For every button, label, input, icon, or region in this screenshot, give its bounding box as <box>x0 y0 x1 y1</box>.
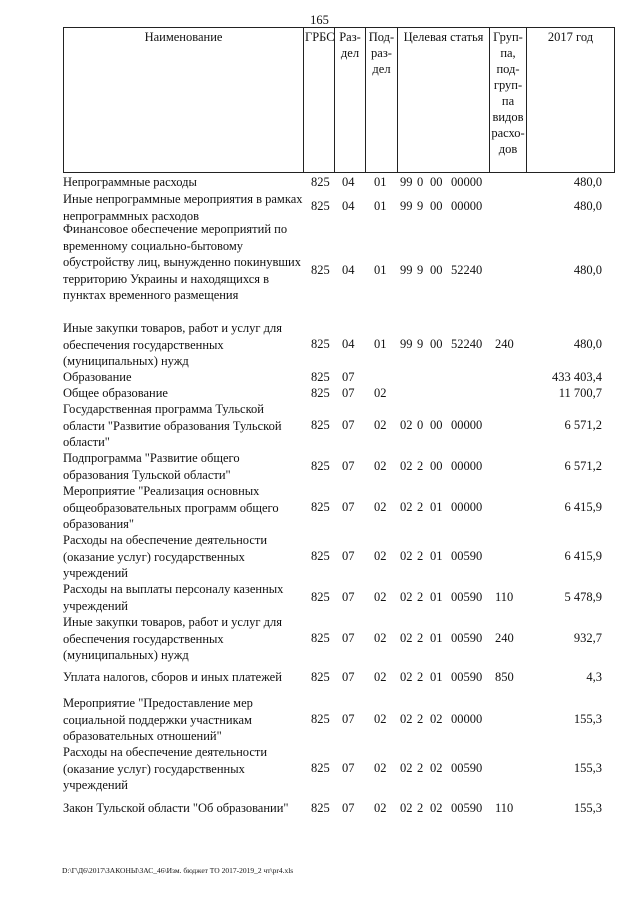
row-grbs: 825 <box>311 263 330 277</box>
row-target-program: 99 <box>400 263 413 277</box>
row-target-direction: 00000 <box>451 199 483 213</box>
row-target-event: 01 <box>430 549 443 563</box>
table-header <box>63 27 615 173</box>
row-target-direction: 00000 <box>451 712 483 726</box>
row-name: Мероприятие "Предоставление мер социальной поддержки участникам образовательных отношений" <box>63 696 253 743</box>
row-grbs: 825 <box>311 175 330 189</box>
row-grbs: 825 <box>311 199 330 213</box>
row-target-subprogram: 2 <box>417 459 424 473</box>
row-target-subprogram: 9 <box>417 337 424 351</box>
row-name: Уплата налогов, сборов и иных платежей <box>63 670 282 684</box>
row-razdel: 07 <box>342 386 355 400</box>
row-target-direction: 00590 <box>451 590 483 604</box>
row-target-subprogram: 2 <box>417 712 424 726</box>
row-target-event: 02 <box>430 712 443 726</box>
row-amount: 480,0 <box>573 175 602 189</box>
row-target-direction: 00000 <box>451 418 483 432</box>
row-podrazdel: 02 <box>374 459 387 473</box>
row-target-direction: 00590 <box>451 801 483 815</box>
row-target-event: 01 <box>430 500 443 514</box>
row-podrazdel: 01 <box>374 263 387 277</box>
row-razdel: 07 <box>342 459 355 473</box>
row-name: Образование <box>63 370 132 384</box>
row-target-event: 00 <box>430 459 443 473</box>
row-razdel: 07 <box>342 801 355 815</box>
row-podrazdel: 02 <box>374 500 387 514</box>
row-grbs: 825 <box>311 459 330 473</box>
row-target-program: 99 <box>400 199 413 213</box>
row-podrazdel: 02 <box>374 386 387 400</box>
row-target-event: 01 <box>430 631 443 645</box>
row-target-subprogram: 2 <box>417 801 424 815</box>
row-target-program: 02 <box>400 670 413 684</box>
row-name: Закон Тульской области "Об образовании" <box>63 801 289 815</box>
row-target-program: 02 <box>400 500 413 514</box>
row-amount: 480,0 <box>573 263 602 277</box>
row-target-subprogram: 9 <box>417 263 424 277</box>
row-target-event: 01 <box>430 670 443 684</box>
row-name: Государственная программа Тульской области "Развитие образования Тульской области" <box>63 402 282 449</box>
row-podrazdel: 02 <box>374 801 387 815</box>
row-target-subprogram: 0 <box>417 175 424 189</box>
row-razdel: 07 <box>342 631 355 645</box>
row-target-subprogram: 9 <box>417 199 424 213</box>
row-target-subprogram: 0 <box>417 418 424 432</box>
row-razdel: 07 <box>342 370 355 384</box>
row-target-direction: 00000 <box>451 459 483 473</box>
row-podrazdel: 02 <box>374 712 387 726</box>
row-target-direction: 00590 <box>451 631 483 645</box>
row-amount: 480,0 <box>573 337 602 351</box>
row-name: Мероприятие "Реализация основных общеобразовательных программ общего образования" <box>63 484 279 531</box>
row-razdel: 07 <box>342 761 355 775</box>
row-target-subprogram: 2 <box>417 631 424 645</box>
row-amount: 433 403,4 <box>552 370 602 384</box>
row-amount: 6 415,9 <box>564 500 602 514</box>
row-expense-type: 240 <box>495 631 514 645</box>
row-name: Иные непрограммные мероприятия в рамках непрограммных расходов <box>63 192 303 223</box>
row-razdel: 04 <box>342 175 355 189</box>
row-target-event: 02 <box>430 801 443 815</box>
row-target-program: 02 <box>400 761 413 775</box>
row-name: Расходы на обеспечение деятельности (оказание услуг) государственных учреждений <box>63 533 268 580</box>
row-grbs: 825 <box>311 370 330 384</box>
row-razdel: 07 <box>342 670 355 684</box>
row-podrazdel: 01 <box>374 337 387 351</box>
row-target-subprogram: 2 <box>417 590 424 604</box>
header-target: Целевая статья <box>398 28 490 173</box>
row-amount: 155,3 <box>573 712 602 726</box>
row-amount: 11 700,7 <box>558 386 602 400</box>
row-target-program: 02 <box>400 631 413 645</box>
row-target-direction: 00000 <box>451 500 483 514</box>
row-grbs: 825 <box>311 500 330 514</box>
row-podrazdel: 02 <box>374 590 387 604</box>
row-name: Расходы на выплаты персоналу казенных учреждений <box>63 582 284 613</box>
row-target-program: 99 <box>400 337 413 351</box>
row-amount: 155,3 <box>573 801 602 815</box>
row-razdel: 07 <box>342 712 355 726</box>
row-grbs: 825 <box>311 337 330 351</box>
row-amount: 4,3 <box>586 670 602 684</box>
row-target-subprogram: 2 <box>417 500 424 514</box>
row-target-event: 01 <box>430 590 443 604</box>
row-grbs: 825 <box>311 549 330 563</box>
row-target-event: 02 <box>430 761 443 775</box>
row-target-event: 00 <box>430 337 443 351</box>
row-target-program: 02 <box>400 418 413 432</box>
row-razdel: 04 <box>342 263 355 277</box>
file-path-footer: D:\Г\Д6\2017\ЗАКОНЫ\ЗАС_46\Изм. бюджет ТО 2017-2019_2 чт\pr4.xls <box>62 866 294 875</box>
row-expense-type: 110 <box>495 801 514 815</box>
row-amount: 6 571,2 <box>564 459 602 473</box>
row-target-program: 02 <box>400 712 413 726</box>
row-name: Иные закупки товаров, работ и услуг для обеспечения государственных (муниципальных) нужд <box>63 321 283 368</box>
row-grbs: 825 <box>311 761 330 775</box>
row-target-direction: 52240 <box>451 337 483 351</box>
row-target-program: 02 <box>400 459 413 473</box>
row-target-direction: 52240 <box>451 263 483 277</box>
row-target-event: 00 <box>430 418 443 432</box>
row-razdel: 04 <box>342 337 355 351</box>
row-expense-type: 850 <box>495 670 514 684</box>
row-grbs: 825 <box>311 418 330 432</box>
row-amount: 155,3 <box>573 761 602 775</box>
row-podrazdel: 01 <box>374 175 387 189</box>
row-target-event: 00 <box>430 263 443 277</box>
row-razdel: 07 <box>342 500 355 514</box>
row-target-program: 02 <box>400 801 413 815</box>
row-name: Иные закупки товаров, работ и услуг для обеспечения государственных (муниципальных) нужд <box>63 615 283 662</box>
header-group: Груп- па, под- груп- па видов расхо- дов <box>490 28 527 173</box>
row-target-event: 00 <box>430 199 443 213</box>
row-target-program: 02 <box>400 590 413 604</box>
row-razdel: 07 <box>342 549 355 563</box>
row-amount: 6 415,9 <box>564 549 602 563</box>
row-target-direction: 00590 <box>451 761 483 775</box>
row-target-subprogram: 2 <box>417 761 424 775</box>
page-number: 165 <box>310 13 329 27</box>
row-target-subprogram: 2 <box>417 670 424 684</box>
row-razdel: 07 <box>342 418 355 432</box>
row-amount: 480,0 <box>573 199 602 213</box>
header-podrazdel: Под- раз- дел <box>366 28 398 173</box>
row-podrazdel: 02 <box>374 631 387 645</box>
row-grbs: 825 <box>311 631 330 645</box>
header-grbs: ГРБС <box>304 28 335 173</box>
row-podrazdel: 02 <box>374 761 387 775</box>
row-target-direction: 00590 <box>451 549 483 563</box>
row-amount: 5 478,9 <box>564 590 602 604</box>
header-name: Наименование <box>64 28 304 173</box>
row-podrazdel: 02 <box>374 418 387 432</box>
header-year: 2017 год <box>527 28 615 173</box>
row-grbs: 825 <box>311 590 330 604</box>
row-amount: 932,7 <box>573 631 602 645</box>
row-name: Расходы на обеспечение деятельности (оказание услуг) государственных учреждений <box>63 745 268 792</box>
row-amount: 6 571,2 <box>564 418 602 432</box>
row-grbs: 825 <box>311 712 330 726</box>
row-grbs: 825 <box>311 670 330 684</box>
row-razdel: 07 <box>342 590 355 604</box>
row-target-subprogram: 2 <box>417 549 424 563</box>
row-razdel: 04 <box>342 199 355 213</box>
row-expense-type: 110 <box>495 590 514 604</box>
row-target-direction: 00000 <box>451 175 483 189</box>
row-name: Непрограммные расходы <box>63 175 197 189</box>
row-name: Общее образование <box>63 386 168 400</box>
row-name: Финансовое обеспечение мероприятий по временному социально-бытовому обустройству лиц, вынужденно покинувших территорию Украины и находящихся в пунктах временного размещения <box>63 222 301 302</box>
row-grbs: 825 <box>311 801 330 815</box>
row-podrazdel: 02 <box>374 670 387 684</box>
row-target-program: 02 <box>400 549 413 563</box>
row-podrazdel: 01 <box>374 199 387 213</box>
row-name: Подпрограмма "Развитие общего образования Тульской области" <box>63 451 240 482</box>
row-podrazdel: 02 <box>374 549 387 563</box>
row-target-program: 99 <box>400 175 413 189</box>
row-expense-type: 240 <box>495 337 514 351</box>
header-razdel: Раз- дел <box>335 28 366 173</box>
row-target-event: 00 <box>430 175 443 189</box>
row-target-direction: 00590 <box>451 670 483 684</box>
row-grbs: 825 <box>311 386 330 400</box>
